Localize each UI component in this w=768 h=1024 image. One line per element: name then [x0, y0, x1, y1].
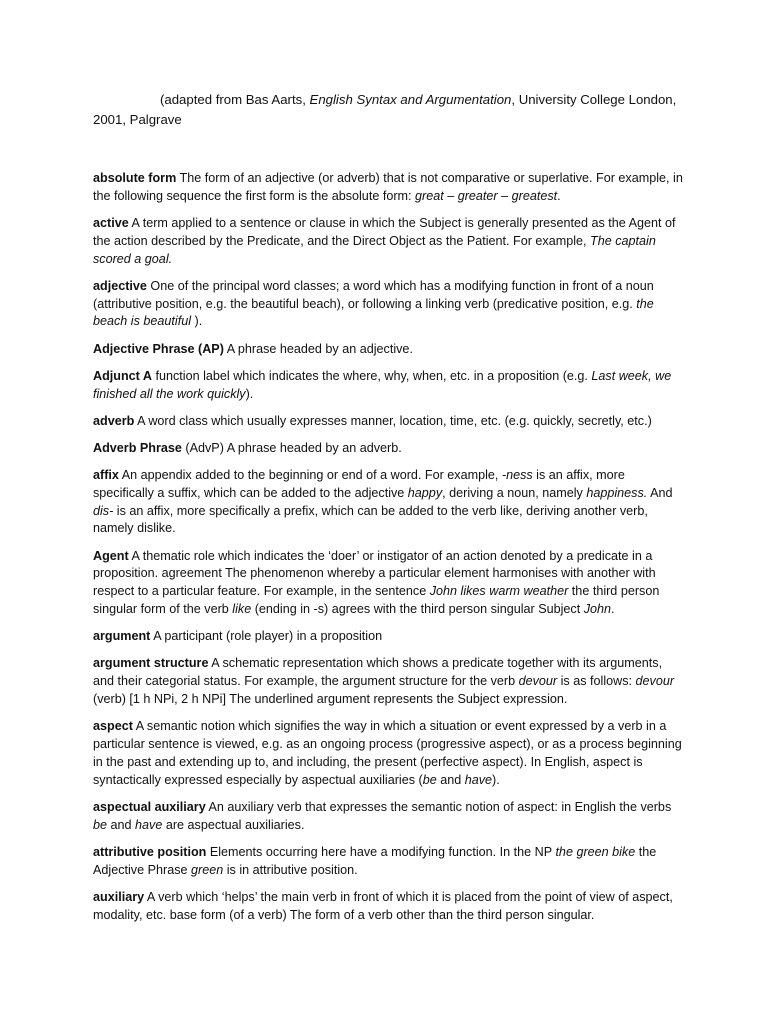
text-run: and — [107, 817, 136, 832]
italic-text: dis- — [93, 503, 114, 518]
text-run: A word class which usually expresses manner, location, time, etc. (e.g. quickly, secretly, etc.) — [134, 413, 652, 428]
glossary-term: absolute form — [93, 171, 177, 185]
italic-text: John — [583, 602, 612, 617]
glossary-entry — [93, 413, 683, 431]
italic-text: Last week, we finished all the work quickly — [93, 368, 672, 401]
italic-text: devour — [518, 674, 558, 689]
glossary-term: argument — [93, 629, 151, 644]
text-run: (ending in -s) agrees with the third person singular Subject — [251, 602, 584, 617]
italic-text: like — [232, 602, 252, 617]
glossary-term: attributive position — [93, 844, 207, 859]
glossary-term: active — [93, 215, 129, 230]
text-run: and — [436, 772, 465, 787]
text-run: the third person singular form of the verb — [93, 584, 660, 617]
text-run: And — [647, 485, 673, 500]
text-run: , University College London, 2001, Palgrave — [93, 92, 677, 127]
glossary-entry — [93, 844, 683, 880]
text-run: A participant (role player) in a proposition — [150, 629, 383, 644]
text-run: A term applied to a sentence or clause in which the Subject is generally presented as the Agent of the action described by the Predicate, and the Direct Object as the Patient. For example, — [93, 215, 676, 248]
glossary-entry — [93, 655, 683, 708]
italic-text: be — [93, 817, 108, 832]
text-run: ). — [492, 772, 500, 787]
glossary-term: Adjective Phrase (AP) — [93, 341, 224, 356]
text-run: The form of an adjective (or adverb) that is not comparative or superlative. For example, in the following sequence the first form is the absolute form: — [93, 171, 683, 203]
text-run: A verb which ‘helps’ the main verb in front of which it is placed from the point of view of aspect, modality, etc. base form (of a verb) The form of a verb other than the third person singular. — [93, 889, 673, 922]
glossary-term: auxiliary — [93, 889, 145, 904]
text-run: , deriving a noun, namely — [442, 485, 587, 500]
italic-text: the green bike — [555, 844, 636, 859]
glossary-entry — [93, 718, 683, 789]
italic-text: -ness — [501, 468, 533, 483]
text-run: . — [611, 602, 615, 617]
text-run: is as follows: — [557, 674, 636, 689]
glossary-entry — [93, 799, 683, 835]
italic-text: happiness. — [586, 485, 648, 500]
text-run: One of the principal word classes; a word which has a modifying function in front of a noun (attributive position, e.g. the beautiful beach), or following a linking verb (predicative position, e.g. — [93, 278, 654, 311]
glossary-term: aspectual auxiliary — [93, 799, 206, 814]
glossary-term: adjective — [93, 278, 147, 293]
text-run: (verb) [1 h NPi, 2 h NPi] The underlined argument represents the Subject expression. — [93, 692, 568, 707]
italic-text: The captain scored a goal. — [93, 233, 656, 266]
source-note — [93, 90, 683, 130]
text-run: are aspectual auxiliaries. — [162, 817, 305, 832]
text-run: An appendix added to the beginning or end of a word. For example, — [118, 468, 502, 483]
italic-text: have — [464, 772, 493, 787]
text-run: An auxiliary verb that expresses the semantic notion of aspect: in English the verbs — [205, 799, 672, 814]
italic-text: happy — [407, 485, 443, 500]
glossary-entry — [93, 440, 683, 458]
italic-text: devour — [635, 674, 675, 689]
glossary-term: adverb — [93, 413, 135, 428]
glossary-entry — [93, 628, 683, 646]
text-run: . — [557, 188, 561, 203]
text-run: is in attributive position. — [223, 862, 358, 877]
glossary-term: Adjunct A — [93, 368, 152, 383]
text-run: is an affix, more specifically a suffix, which can be added to the adjective — [93, 468, 625, 500]
glossary-entry — [93, 341, 683, 359]
text-run: (adapted from Bas Aarts, — [160, 92, 310, 107]
glossary-entry — [93, 368, 683, 404]
italic-text: John likes warm weather — [429, 584, 569, 599]
text-run: A schematic representation which shows a predicate together with its arguments, and their categorial status. For example, the argument structure for the verb — [93, 656, 663, 689]
document-page — [93, 90, 683, 934]
text-run: function label which indicates the where, why, when, etc. in a proposition (e.g. — [152, 368, 592, 383]
italic-text: the beach is beautiful — [93, 296, 654, 329]
text-run: A semantic notion which signifies the way in which a situation or event expressed by a verb in a particular sentence is viewed, e.g. as an ongoing process (progressive aspect), or as a process beginning in the past and extending up to, and including, the present (perfective aspect). In English, aspect is syntactically expressed especially by aspectual auxiliaries ( — [93, 719, 682, 787]
glossary-term: aspect — [93, 719, 133, 734]
italic-text: green — [191, 862, 224, 877]
italic-text: great – greater – greatest — [415, 188, 558, 203]
text-run: the Adjective Phrase — [93, 844, 657, 877]
text-run: A thematic role which indicates the ‘doer’ or instigator of an action denoted by a predicate in a proposition. agreement The phenomenon whereby a particular element harmonises with another with respect to a particular feature. For example, in the sentence — [93, 548, 656, 599]
text-run: ). — [191, 314, 203, 329]
glossary-term: argument structure — [93, 656, 209, 671]
glossary-entry — [93, 170, 683, 206]
italic-text: be — [422, 772, 437, 787]
glossary-term: affix — [93, 468, 119, 483]
glossary-list — [93, 170, 683, 924]
text-run: A phrase headed by an adjective. — [223, 341, 413, 356]
italic-text: have — [135, 817, 163, 832]
text-run: ). — [245, 386, 254, 401]
glossary-entry — [93, 548, 683, 619]
glossary-term: Agent — [93, 548, 129, 563]
text-run: (AdvP) A phrase headed by an adverb. — [181, 440, 402, 455]
text-run: is an affix, more specifically a prefix, which can be added to the verb like, deriving another verb, namely dislike. — [93, 503, 648, 536]
glossary-entry — [93, 278, 683, 331]
glossary-entry — [93, 467, 683, 538]
glossary-entry — [93, 889, 683, 925]
italic-text: English Syntax and Argumentation — [309, 92, 512, 107]
glossary-term: Adverb Phrase — [93, 440, 182, 455]
glossary-entry — [93, 215, 683, 268]
text-run: Elements occurring here have a modifying function. In the NP — [206, 844, 556, 859]
